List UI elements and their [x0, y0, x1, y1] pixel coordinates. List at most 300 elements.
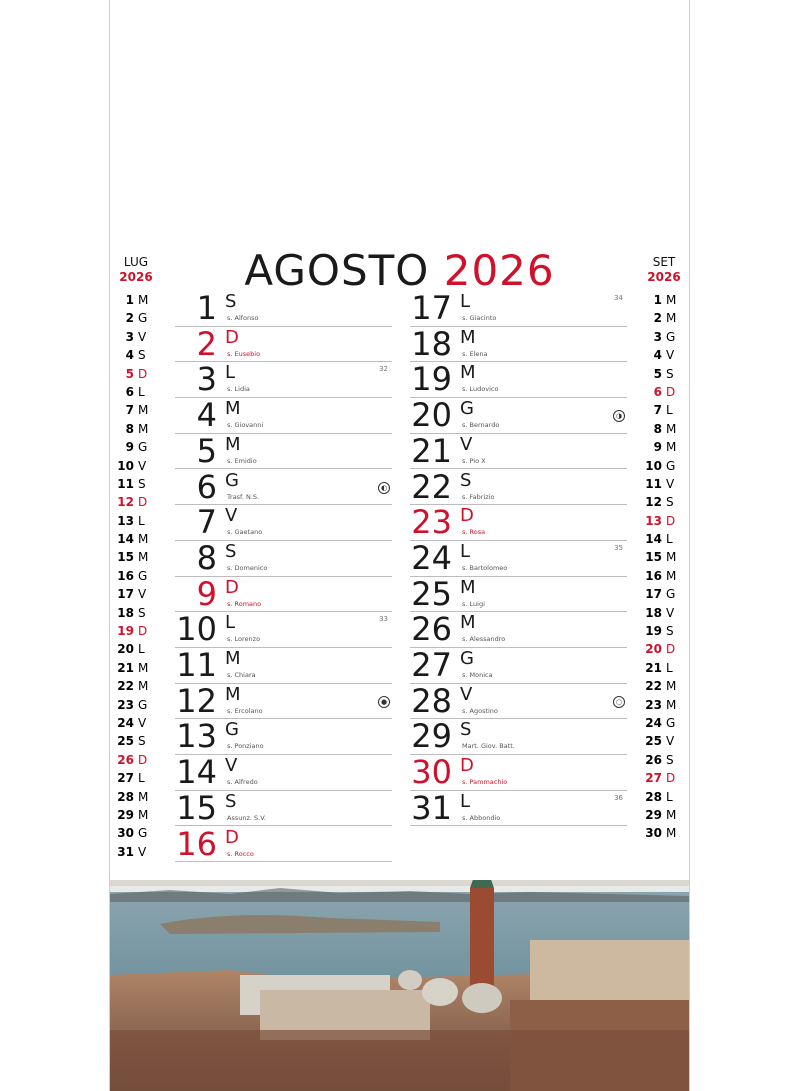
day-weekday: M [225, 683, 241, 705]
day-number: 18 [411, 324, 452, 363]
next-month-weekday: M [666, 421, 677, 436]
day-saint: s. Abbondio [462, 813, 501, 822]
day-weekday: V [225, 755, 238, 777]
next-month-day-row [640, 714, 688, 732]
day-number: 25 [411, 574, 452, 613]
prev-month-day-number: 17 [117, 587, 134, 602]
day-entry [175, 467, 392, 506]
week-number: 35 [614, 543, 623, 552]
week-number: 32 [379, 365, 388, 374]
next-month-day-row [640, 420, 688, 438]
day-weekday: G [225, 719, 239, 741]
moon-phase-icon: ◐ [378, 482, 390, 494]
day-weekday: V [460, 683, 473, 705]
prev-month-weekday: V [138, 587, 147, 602]
next-month-day-row [640, 585, 688, 603]
prev-month-weekday: V [138, 329, 147, 344]
prev-month-day-number: 23 [117, 697, 134, 712]
week-number: 33 [379, 615, 388, 624]
next-month-day-row [640, 438, 688, 456]
prev-month-weekday: S [138, 734, 146, 749]
next-month-weekday: V [666, 605, 675, 620]
day-entry [175, 574, 392, 613]
prev-month-day-number: 24 [117, 715, 134, 730]
day-saint: Trasf. N.S. [227, 492, 260, 501]
next-month-weekday: G [666, 587, 676, 602]
day-saint: s. Pio X [462, 456, 486, 465]
prev-month-weekday: S [138, 605, 146, 620]
next-month-day-number: 6 [653, 384, 662, 399]
prev-month-day-number: 13 [117, 513, 134, 528]
day-weekday: M [225, 398, 241, 420]
prev-month-day-row [112, 365, 160, 383]
day-weekday: M [225, 648, 241, 669]
next-month-day-row [640, 475, 688, 493]
day-saint: s. Lidia [227, 385, 250, 394]
next-month-day-row [640, 806, 688, 824]
next-month-weekday: S [666, 366, 674, 381]
day-entry [410, 291, 627, 327]
day-weekday: M [460, 612, 476, 634]
next-month-day-number: 4 [653, 348, 662, 363]
day-entry [175, 505, 392, 541]
prev-month-day-number: 29 [117, 807, 134, 822]
prev-month-day-number: 4 [125, 348, 134, 363]
prev-month-day-number: 14 [117, 532, 134, 547]
prev-month-day-row [112, 843, 160, 861]
prev-month-weekday: M [138, 550, 149, 565]
day-number: 3 [196, 360, 217, 399]
day-number: 14 [176, 753, 217, 792]
venice-photo [110, 880, 690, 1091]
day-number: 27 [411, 646, 452, 684]
next-month-day-row [640, 751, 688, 769]
prev-month-day-row [112, 401, 160, 419]
day-weekday: D [460, 755, 474, 777]
day-saint: s. Giacinto [462, 314, 497, 322]
day-saint: s. Bernardo [462, 421, 500, 430]
prev-month-day-number: 8 [125, 421, 134, 436]
day-weekday: G [225, 469, 239, 491]
day-entry [410, 362, 627, 398]
prev-month-weekday: L [138, 513, 145, 528]
prev-month-day-number: 21 [117, 660, 134, 675]
prev-month-day-row [112, 309, 160, 327]
next-month-weekday: D [666, 642, 676, 657]
day-number: 29 [411, 717, 452, 756]
day-number: 11 [176, 646, 217, 684]
day-number: 24 [411, 538, 452, 577]
calendar-sheet [109, 0, 690, 1091]
prev-month-weekday: L [138, 384, 145, 399]
day-entry [410, 324, 627, 363]
prev-month-day-number: 16 [117, 568, 134, 583]
prev-month-day-number: 12 [117, 495, 134, 510]
next-month-weekday: M [666, 293, 677, 307]
next-month-day-row [640, 365, 688, 383]
next-month-day-number: 22 [645, 679, 662, 694]
next-month-day-number: 23 [645, 697, 662, 712]
prev-month-weekday: V [138, 458, 147, 473]
day-saint: s. Elena [462, 349, 488, 358]
day-weekday: S [460, 719, 472, 741]
next-month-day-row [640, 640, 688, 658]
next-month-day-row [640, 328, 688, 346]
prev-month-day-row [112, 438, 160, 456]
day-entry [175, 291, 392, 327]
day-saint: s. Giovanni [227, 421, 264, 430]
day-number: 10 [176, 610, 217, 649]
next-month-weekday: L [666, 403, 673, 418]
next-month-day-number: 16 [645, 568, 662, 583]
day-entry [175, 788, 392, 827]
prev-month-weekday: M [138, 789, 149, 804]
prev-month-day-number: 19 [117, 624, 134, 639]
next-month-weekday: G [666, 458, 676, 473]
next-month-day-number: 26 [645, 752, 662, 767]
next-month-day-row [640, 824, 688, 842]
day-saint: s. Rocco [227, 849, 254, 858]
prev-month-day-number: 7 [125, 403, 134, 418]
next-month-label: SET [652, 255, 676, 269]
next-month-day-number: 21 [645, 660, 662, 675]
prev-month-day-row [112, 622, 160, 640]
day-saint: s. Fabrizio [462, 492, 495, 501]
day-number: 13 [176, 717, 217, 756]
prev-month-day-row [112, 346, 160, 364]
day-weekday: L [225, 362, 236, 384]
day-saint: s. Ponziano [227, 742, 264, 751]
next-month-column [640, 255, 688, 843]
next-month-day-number: 3 [653, 329, 662, 344]
next-month-day-row [640, 346, 688, 364]
prev-month-day-row [112, 420, 160, 438]
next-month-weekday: M [666, 697, 677, 712]
moon-phase-icon: ◑ [613, 410, 625, 422]
day-entry [175, 362, 392, 398]
prev-month-day-number: 30 [117, 826, 134, 841]
next-month-day-row [640, 548, 688, 566]
prev-month-weekday: G [138, 311, 148, 326]
day-weekday: V [460, 433, 473, 455]
day-number: 2 [196, 324, 217, 363]
day-saint: s. Domenico [227, 563, 268, 572]
next-month-day-number: 12 [645, 495, 662, 510]
next-month-day-row [640, 677, 688, 695]
next-month-day-number: 7 [653, 403, 662, 418]
day-saint: s. Alfredo [227, 778, 258, 787]
day-weekday: S [225, 291, 237, 312]
prev-month-day-row [112, 548, 160, 566]
day-saint: s. Gaetano [227, 528, 263, 537]
day-weekday: D [225, 826, 239, 848]
day-weekday: D [460, 505, 474, 527]
day-weekday: M [225, 433, 241, 455]
day-number: 21 [411, 431, 452, 470]
day-entry [175, 648, 392, 684]
day-number: 5 [196, 431, 217, 470]
next-month-weekday: D [666, 513, 676, 528]
prev-month-weekday: G [138, 568, 148, 583]
prev-month-day-number: 26 [117, 752, 134, 767]
prev-month-day-number: 15 [117, 550, 134, 565]
prev-month-weekday: L [138, 642, 145, 657]
day-entry [410, 398, 627, 434]
day-weekday: G [460, 398, 474, 420]
next-month-weekday: V [666, 734, 675, 749]
next-month-weekday: S [666, 752, 674, 767]
day-number: 4 [196, 396, 217, 435]
next-month-day-row [640, 383, 688, 401]
day-number: 22 [411, 467, 452, 506]
next-month-day-number: 1 [653, 293, 662, 307]
next-month-day-row [640, 493, 688, 511]
day-saint: s. Alessandro [462, 635, 506, 644]
prev-month-day-number: 20 [117, 642, 134, 657]
day-saint: s. Agostino [462, 706, 498, 715]
day-weekday: D [225, 326, 239, 348]
week-number: 34 [614, 294, 623, 302]
next-month-weekday: G [666, 329, 676, 344]
day-entry [410, 755, 627, 791]
prev-month-weekday: S [138, 348, 146, 363]
day-saint: s. Eusebio [227, 349, 261, 358]
prev-month-weekday: M [138, 679, 149, 694]
prev-month-weekday: L [138, 771, 145, 786]
next-month-weekday: M [666, 826, 677, 841]
next-month-weekday: L [666, 532, 673, 547]
next-month-day-number: 15 [645, 550, 662, 565]
prev-month-weekday: M [138, 807, 149, 822]
prev-month-day-number: 9 [125, 440, 134, 455]
prev-month-day-number: 11 [117, 476, 134, 491]
day-saint: s. Romano [227, 599, 262, 608]
next-month-weekday: M [666, 311, 677, 326]
next-month-day-number: 29 [645, 807, 662, 822]
day-number: 7 [196, 503, 217, 542]
prev-month-weekday: M [138, 660, 149, 675]
prev-month-day-row [112, 567, 160, 585]
day-entry [175, 681, 392, 720]
prev-month-day-row [112, 585, 160, 603]
prev-month-weekday: G [138, 826, 148, 841]
prev-month-day-row [112, 640, 160, 658]
day-number: 8 [196, 538, 217, 577]
prev-month-label: LUG [123, 255, 149, 269]
next-month-day-number: 19 [645, 624, 662, 639]
day-number: 26 [411, 610, 452, 649]
prev-month-day-row [112, 328, 160, 346]
next-month-day-row [640, 309, 688, 327]
day-weekday: M [460, 362, 476, 384]
prev-month-day-row [112, 383, 160, 401]
prev-month-day-row [112, 677, 160, 695]
prev-month-day-row [112, 824, 160, 842]
day-number: 31 [411, 788, 452, 827]
day-saint: s. Monica [462, 671, 493, 679]
next-month-day-number: 20 [645, 642, 662, 657]
prev-month-weekday: D [138, 495, 148, 510]
day-weekday: D [225, 576, 239, 598]
prev-month-day-row [112, 457, 160, 475]
next-month-weekday: G [666, 715, 676, 730]
prev-month-day-number: 2 [125, 311, 134, 326]
prev-month-weekday: M [138, 403, 149, 418]
day-number: 28 [411, 681, 452, 720]
day-number: 6 [196, 467, 217, 506]
prev-month-day-row [112, 604, 160, 622]
day-number: 1 [196, 289, 217, 327]
next-month-day-number: 8 [653, 421, 662, 436]
next-month-weekday: V [666, 476, 675, 491]
next-month-weekday: L [666, 660, 673, 675]
day-saint: s. Rosa [462, 528, 486, 537]
day-saint: s. Chiara [227, 671, 256, 679]
next-month-day-number: 27 [645, 771, 662, 786]
day-entry [175, 324, 392, 363]
day-entry [175, 824, 392, 863]
prev-month-weekday: M [138, 421, 149, 436]
day-weekday: V [225, 505, 238, 527]
next-month-day-number: 24 [645, 715, 662, 730]
next-month-day-row [640, 769, 688, 787]
day-entry [410, 574, 627, 613]
prev-month-day-row [112, 530, 160, 548]
next-month-day-row [640, 457, 688, 475]
day-entry [410, 681, 627, 720]
day-number: 16 [176, 824, 217, 863]
next-month-day-number: 17 [645, 587, 662, 602]
next-month-day-number: 5 [653, 366, 662, 381]
day-saint: s. Ercolano [227, 706, 263, 715]
prev-month-year: 2026 [119, 270, 153, 284]
day-entry [410, 431, 627, 470]
prev-month-day-number: 25 [117, 734, 134, 749]
prev-month-day-number: 31 [117, 844, 134, 859]
next-month-year: 2026 [647, 270, 681, 284]
day-entry [410, 612, 627, 648]
day-entry [175, 719, 392, 755]
prev-month-day-number: 22 [117, 679, 134, 694]
day-saint: s. Bartolomeo [462, 563, 508, 572]
prev-month-day-row [112, 696, 160, 714]
next-month-weekday: M [666, 440, 677, 455]
day-number: 15 [176, 788, 217, 827]
next-month-day-number: 14 [645, 532, 662, 547]
prev-month-day-number: 5 [125, 366, 134, 381]
prev-month-day-number: 28 [117, 789, 134, 804]
day-weekday: L [460, 790, 471, 812]
next-month-day-row [640, 567, 688, 585]
next-month-day-row [640, 659, 688, 677]
day-entry [410, 719, 627, 755]
next-month-day-row [640, 512, 688, 530]
day-saint: Assunz. S.V. [227, 813, 266, 822]
day-number: 30 [411, 753, 452, 792]
next-month-day-row [640, 622, 688, 640]
next-month-day-row [640, 401, 688, 419]
prev-month-day-row [112, 769, 160, 787]
next-month-day-number: 10 [645, 458, 662, 473]
prev-month-day-row [112, 732, 160, 750]
prev-month-day-row [112, 493, 160, 511]
next-month-day-number: 28 [645, 789, 662, 804]
day-saint: s. Luigi [462, 599, 485, 608]
next-month-day-number: 2 [653, 311, 662, 326]
prev-month-day-number: 10 [117, 458, 134, 473]
day-number: 12 [176, 681, 217, 720]
prev-month-weekday: D [138, 624, 148, 639]
day-number: 17 [411, 289, 452, 327]
prev-month-weekday: M [138, 532, 149, 547]
prev-month-day-number: 1 [125, 293, 134, 307]
page-title [110, 246, 689, 295]
moon-phase-icon: ○ [613, 696, 625, 708]
prev-month-day-row [112, 714, 160, 732]
day-weekday: L [225, 612, 236, 634]
day-entry [175, 398, 392, 434]
day-entry [175, 612, 392, 648]
next-month-weekday: D [666, 771, 676, 786]
next-month-weekday: V [666, 348, 675, 363]
day-weekday: S [225, 540, 237, 562]
next-month-day-row [640, 604, 688, 622]
day-saint: s. Emidio [227, 456, 257, 465]
week-number: 36 [614, 793, 623, 802]
next-month-weekday: S [666, 495, 674, 510]
day-entry [175, 431, 392, 470]
prev-month-weekday: M [138, 293, 149, 307]
prev-month-day-number: 18 [117, 605, 134, 620]
next-month-day-number: 25 [645, 734, 662, 749]
prev-month-day-row [112, 475, 160, 493]
next-month-weekday: M [666, 550, 677, 565]
day-weekday: L [460, 540, 471, 562]
day-number: 9 [196, 574, 217, 613]
next-month-weekday: D [666, 384, 676, 399]
day-number: 23 [411, 503, 452, 542]
prev-month-day-number: 27 [117, 771, 134, 786]
day-saint: Mart. Giov. Batt. [462, 742, 515, 751]
day-weekday: M [460, 326, 476, 348]
next-month-day-row [640, 530, 688, 548]
prev-month-weekday: S [138, 476, 146, 491]
next-month-weekday: L [666, 789, 673, 804]
day-weekday: L [460, 291, 471, 312]
next-month-day-number: 18 [645, 605, 662, 620]
prev-month-weekday: G [138, 697, 148, 712]
prev-month-day-row [112, 806, 160, 824]
prev-month-day-row [112, 788, 160, 806]
next-month-day-row [640, 788, 688, 806]
prev-month-day-row [112, 291, 160, 309]
month-name: AGOSTO [244, 246, 430, 295]
next-month-day-row [640, 291, 688, 309]
next-month-day-number: 30 [645, 826, 662, 841]
day-entry [410, 538, 627, 577]
prev-month-weekday: D [138, 366, 148, 381]
prev-month-day-row [112, 751, 160, 769]
year: 2026 [443, 246, 555, 295]
prev-month-day-row [112, 512, 160, 530]
day-entry [410, 505, 627, 541]
day-entry [410, 788, 627, 827]
day-entry [175, 538, 392, 577]
next-month-weekday: M [666, 679, 677, 694]
prev-month-weekday: G [138, 440, 148, 455]
day-saint: s. Lorenzo [227, 635, 261, 644]
moon-phase-icon: ● [378, 696, 390, 708]
